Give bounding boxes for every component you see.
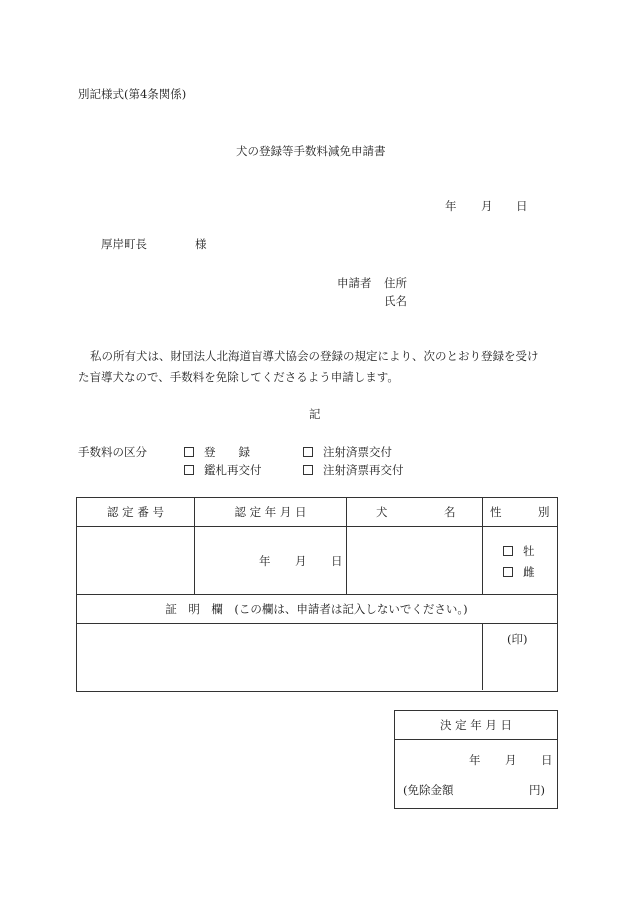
option-injection-tag[interactable]: 注射済票交付 xyxy=(303,444,392,460)
decision-year: 年 xyxy=(469,753,481,767)
checkbox[interactable] xyxy=(184,447,194,457)
checkbox[interactable] xyxy=(303,465,313,475)
option-injection-tag-reissue[interactable]: 注射済票再交付 xyxy=(303,462,404,478)
document-title: 犬の登録等手数料減免申請書 xyxy=(236,144,386,158)
cert-year: 年 xyxy=(259,554,271,568)
checkbox[interactable] xyxy=(184,465,194,475)
applicant-name-label: 氏名 xyxy=(384,294,407,308)
year-label: 年 xyxy=(445,199,457,213)
addressee-honorific: 様 xyxy=(195,237,207,251)
addressee-name: 厚岸町長 xyxy=(101,237,147,251)
checkbox[interactable] xyxy=(503,546,513,556)
header-dog: 犬 xyxy=(376,505,388,519)
table-divider xyxy=(346,497,347,594)
month-label: 月 xyxy=(481,199,493,213)
decision-date-header: 決 定 年 月 日 xyxy=(439,718,513,732)
checkbox[interactable] xyxy=(303,447,313,457)
certification-header: 証 明 欄 (この欄は、申請者は記入しないでください。) xyxy=(165,602,468,616)
table-divider xyxy=(76,623,557,624)
body-line-1: 私の所有犬は、財団法人北海道盲導犬協会の登録の規定により、次のとおり登録を受け xyxy=(90,349,539,363)
sex-female-option[interactable]: 雌 xyxy=(503,564,535,580)
sex-male-option[interactable]: 牡 xyxy=(503,543,535,559)
form-reference: 別記様式(第4条関係) xyxy=(78,87,187,101)
applicant-label: 申請者 xyxy=(337,276,372,290)
ki-heading: 記 xyxy=(309,407,321,421)
header-sex-2: 別 xyxy=(538,505,550,519)
header-cert-date: 認 定 年 月 日 xyxy=(234,505,307,519)
header-name: 名 xyxy=(444,505,456,519)
body-line-2: た盲導犬なので、手数料を免除してくださるよう申請します。 xyxy=(78,370,399,384)
fee-category-label: 手数料の区分 xyxy=(78,445,147,459)
option-license-reissue[interactable]: 鑑札再交付 xyxy=(184,462,262,478)
exemption-amount-unit: 円) xyxy=(529,783,545,797)
header-sex-1: 性 xyxy=(490,505,502,519)
cert-month: 月 xyxy=(295,554,307,568)
decision-day: 日 xyxy=(541,753,553,767)
table-divider xyxy=(76,526,557,527)
option-registration[interactable]: 登 録 xyxy=(184,444,250,460)
applicant-address-label: 住所 xyxy=(384,276,407,290)
decision-divider xyxy=(394,739,557,740)
checkbox[interactable] xyxy=(503,567,513,577)
table-divider xyxy=(482,497,483,594)
header-cert-number: 認 定 番 号 xyxy=(107,505,164,519)
decision-month: 月 xyxy=(505,753,517,767)
day-label: 日 xyxy=(516,199,528,213)
seal-mark: (印) xyxy=(507,632,528,646)
table-divider xyxy=(482,623,483,690)
cert-day: 日 xyxy=(331,554,343,568)
exemption-amount-label: (免除金額 xyxy=(403,783,454,797)
table-divider xyxy=(76,594,557,595)
